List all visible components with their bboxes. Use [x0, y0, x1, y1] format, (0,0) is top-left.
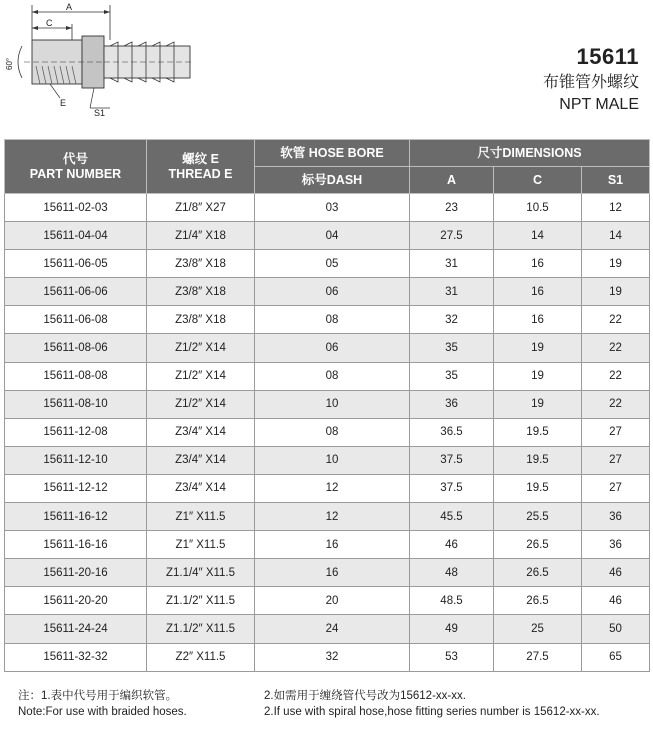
part-number-cell: 15611-16-12 — [5, 503, 147, 531]
dim-a-cell: 46 — [410, 531, 494, 559]
dim-s1-cell: 36 — [582, 503, 650, 531]
part-number-cell: 15611-08-10 — [5, 390, 147, 418]
dim-c-cell: 16 — [494, 250, 582, 278]
note-2-cn: 2.如需用于缠绕管代号改为15612-xx-xx. — [264, 690, 466, 702]
dim-c-cell: 27.5 — [494, 643, 582, 671]
thread-cell: Z1/4″ X18 — [147, 222, 255, 250]
dim-a-cell: 45.5 — [410, 503, 494, 531]
dim-a-cell: 31 — [410, 250, 494, 278]
header-thread-en: THREAD E — [168, 166, 233, 181]
dash-cell: 12 — [255, 474, 410, 502]
dim-s1-cell: 22 — [582, 390, 650, 418]
thread-cell: Z3/4″ X14 — [147, 474, 255, 502]
dim-a-cell: 36.5 — [410, 418, 494, 446]
dim-c-cell: 26.5 — [494, 559, 582, 587]
dim-s1-cell: 27 — [582, 446, 650, 474]
dash-cell: 06 — [255, 334, 410, 362]
dim-s1-cell: 27 — [582, 418, 650, 446]
dim-s1-cell: 46 — [582, 587, 650, 615]
thread-cell: Z3/8″ X18 — [147, 278, 255, 306]
product-name-en: NPT MALE — [559, 96, 639, 113]
dash-cell: 32 — [255, 643, 410, 671]
table-row — [5, 587, 650, 615]
dim-c-cell: 19.5 — [494, 446, 582, 474]
dim-a-cell: 32 — [410, 306, 494, 334]
part-number-cell: 15611-02-03 — [5, 194, 147, 222]
dim-a-cell: 31 — [410, 278, 494, 306]
dim-c-cell: 19 — [494, 362, 582, 390]
table-row — [5, 418, 650, 446]
dash-cell: 24 — [255, 615, 410, 643]
dim-a-cell: 48.5 — [410, 587, 494, 615]
table-row — [5, 503, 650, 531]
table-row — [5, 559, 650, 587]
table-row — [5, 474, 650, 502]
header-dash: 标号DASH — [255, 167, 410, 194]
note-1-cn: 注：1.表中代号用于编织软管。 — [18, 690, 178, 702]
table-row — [5, 643, 650, 671]
dim-c-cell: 14 — [494, 222, 582, 250]
thread-cell: Z1.1/2″ X11.5 — [147, 587, 255, 615]
note-2-en: 2.If use with spiral hose,hose fitting series number is 15612-xx-xx. — [264, 706, 600, 718]
dash-cell: 08 — [255, 362, 410, 390]
part-number-cell: 15611-08-08 — [5, 362, 147, 390]
thread-cell: Z1/8″ X27 — [147, 194, 255, 222]
part-number-cell: 15611-20-20 — [5, 587, 147, 615]
thread-cell: Z1″ X11.5 — [147, 531, 255, 559]
dim-c-cell: 26.5 — [494, 587, 582, 615]
table-row — [5, 615, 650, 643]
dash-cell: 10 — [255, 446, 410, 474]
dim-a-cell: 35 — [410, 334, 494, 362]
dim-s1-cell: 50 — [582, 615, 650, 643]
table-row — [5, 250, 650, 278]
part-number-cell: 15611-04-04 — [5, 222, 147, 250]
table-row — [5, 390, 650, 418]
table-row — [5, 222, 650, 250]
product-name-cn: 布锥管外螺纹 — [542, 74, 639, 91]
dim-a-cell: 27.5 — [410, 222, 494, 250]
part-number-cell: 15611-06-06 — [5, 278, 147, 306]
thread-cell: Z3/8″ X18 — [147, 250, 255, 278]
dim-s1-cell: 22 — [582, 362, 650, 390]
dim-a-cell: 49 — [410, 615, 494, 643]
dim-c-cell: 16 — [494, 306, 582, 334]
part-number-cell: 15611-06-08 — [5, 306, 147, 334]
dim-c-cell: 19 — [494, 334, 582, 362]
dash-cell: 16 — [255, 531, 410, 559]
part-number-cell: 15611-24-24 — [5, 615, 147, 643]
thread-cell: Z1″ X11.5 — [147, 503, 255, 531]
thread-cell: Z2″ X11.5 — [147, 643, 255, 671]
dim-s1-cell: 12 — [582, 194, 650, 222]
dash-cell: 03 — [255, 194, 410, 222]
table-row — [5, 531, 650, 559]
dim-c-cell: 16 — [494, 278, 582, 306]
dim-a-cell: 48 — [410, 559, 494, 587]
header-thread-cn: 螺纹 E — [182, 151, 219, 166]
header-thread — [147, 140, 255, 194]
part-number-cell: 15611-08-06 — [5, 334, 147, 362]
dim-s1-cell: 27 — [582, 474, 650, 502]
dash-cell: 08 — [255, 418, 410, 446]
hex-s1-label: S1 — [94, 108, 106, 118]
dim-c-label: C — [46, 18, 53, 28]
dim-a-cell: 53 — [410, 643, 494, 671]
table-row — [5, 334, 650, 362]
dash-cell: 04 — [255, 222, 410, 250]
table-row — [5, 446, 650, 474]
dim-c-cell: 19.5 — [494, 418, 582, 446]
spec-table — [4, 139, 650, 672]
dim-a-label: A — [66, 2, 73, 12]
dim-a-cell: 37.5 — [410, 474, 494, 502]
title-block — [543, 44, 639, 116]
product-code: 15611 — [576, 44, 639, 69]
dim-c-cell: 19 — [494, 390, 582, 418]
part-number-cell: 15611-12-12 — [5, 474, 147, 502]
part-number-cell: 15611-12-10 — [5, 446, 147, 474]
part-number-cell: 15611-16-16 — [5, 531, 147, 559]
dim-c-cell: 25 — [494, 615, 582, 643]
header-c: C — [494, 167, 582, 194]
notes-right — [264, 688, 600, 720]
dim-a-cell: 35 — [410, 362, 494, 390]
thread-cell: Z1.1/2″ X11.5 — [147, 615, 255, 643]
header-a: A — [410, 167, 494, 194]
header-part-number — [5, 140, 147, 194]
part-number-cell: 15611-06-05 — [5, 250, 147, 278]
table-row — [5, 362, 650, 390]
dim-c-cell: 19.5 — [494, 474, 582, 502]
thread-cell: Z1/2″ X14 — [147, 390, 255, 418]
dim-s1-cell: 46 — [582, 559, 650, 587]
header-s1: S1 — [582, 167, 650, 194]
part-number-cell: 15611-12-08 — [5, 418, 147, 446]
dim-a-cell: 37.5 — [410, 446, 494, 474]
header-part-cn: 代号 — [62, 151, 88, 166]
header-hose-bore: 软管 HOSE BORE — [255, 140, 410, 167]
dim-s1-cell: 22 — [582, 306, 650, 334]
dash-cell: 05 — [255, 250, 410, 278]
header-part-en: PART NUMBER — [29, 166, 122, 181]
dim-a-cell: 36 — [410, 390, 494, 418]
thread-cell: Z3/8″ X18 — [147, 306, 255, 334]
part-number-cell: 15611-32-32 — [5, 643, 147, 671]
dim-c-cell: 26.5 — [494, 531, 582, 559]
note-1-en: Note:For use with braided hoses. — [18, 706, 187, 718]
dim-s1-cell: 14 — [582, 222, 650, 250]
dash-cell: 12 — [255, 503, 410, 531]
dash-cell: 20 — [255, 587, 410, 615]
thread-e-label: E — [60, 98, 67, 108]
fitting-drawing — [0, 0, 240, 125]
dim-s1-cell: 65 — [582, 643, 650, 671]
dash-cell: 08 — [255, 306, 410, 334]
table-row — [5, 306, 650, 334]
table-row — [5, 194, 650, 222]
dim-s1-cell: 36 — [582, 531, 650, 559]
thread-cell: Z1.1/4″ X11.5 — [147, 559, 255, 587]
dim-c-cell: 10.5 — [494, 194, 582, 222]
dim-c-cell: 25.5 — [494, 503, 582, 531]
header-dimensions: 尺寸DIMENSIONS — [410, 140, 650, 167]
thread-cell: Z1/2″ X14 — [147, 334, 255, 362]
dash-cell: 16 — [255, 559, 410, 587]
dim-a-cell: 23 — [410, 194, 494, 222]
dim-s1-cell: 22 — [582, 334, 650, 362]
angle-label: 60° — [5, 57, 14, 70]
dash-cell: 10 — [255, 390, 410, 418]
thread-cell: Z1/2″ X14 — [147, 362, 255, 390]
dim-s1-cell: 19 — [582, 278, 650, 306]
dim-s1-cell: 19 — [582, 250, 650, 278]
spec-table-body — [5, 194, 650, 672]
thread-cell: Z3/4″ X14 — [147, 446, 255, 474]
notes-left — [18, 688, 187, 720]
dash-cell: 06 — [255, 278, 410, 306]
thread-cell: Z3/4″ X14 — [147, 418, 255, 446]
table-row — [5, 278, 650, 306]
part-number-cell: 15611-20-16 — [5, 559, 147, 587]
